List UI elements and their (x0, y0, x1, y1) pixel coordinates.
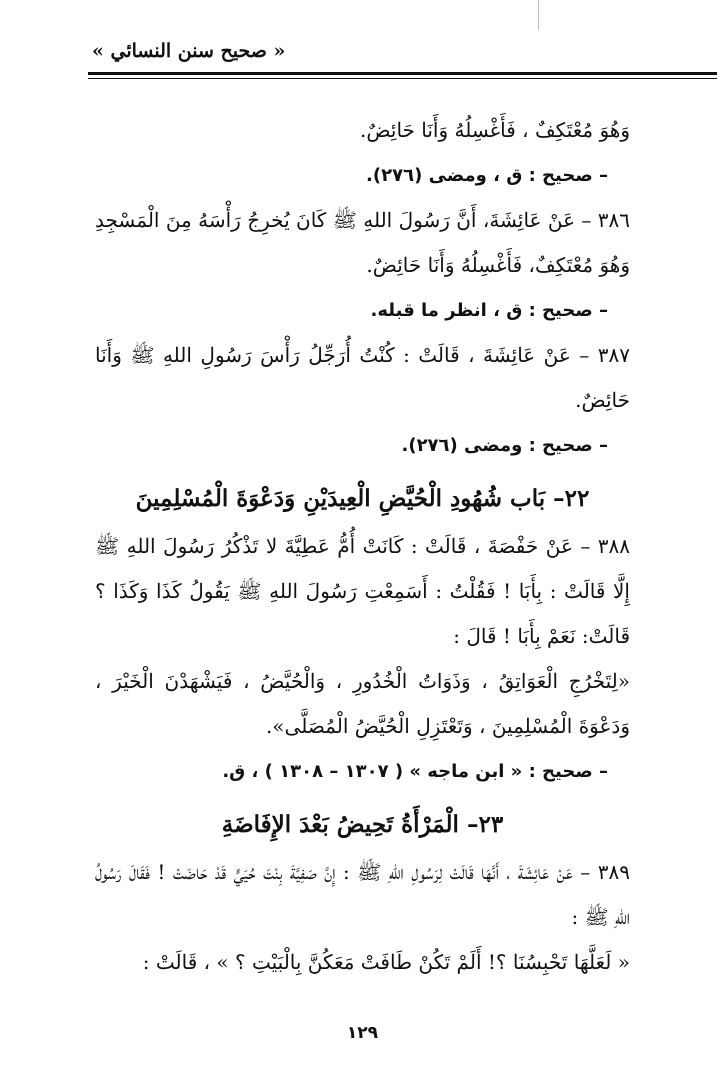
hadith-388-quote: «لِتَخْرُجِ الْعَوَاتِقُ ، وَذَوَاتُ الْخُدُورِ ، وَالْحُيَّضُ ، فَيَشْهَدْنَ الْخَيْرَ ، وَدَعْوَةَ الْمُسْلِمِينَ ، وَتَعْتَزِلِ الْحُيَّضُ الْمُصَلَّى». (95, 669, 630, 738)
page-content (95, 108, 630, 1011)
hadith-387: ٣٨٧ – عَنْ عَائِشَةَ ، قَالَتْ : كُنْتُ أُرَجِّلُ رَأْسَ رَسُولِ اللهِ ﷺ وَأَنَا حَائِضٌ. (95, 343, 630, 412)
hadith-continuation: وَهُوَ مُعْتَكِفٌ ، فَأَغْسِلُهُ وَأَنَا حَائِضٌ. (360, 118, 630, 142)
grading-line: – صحيح : « ابن ماجه » ( ١٣٠٧ – ١٣٠٨ ) ، ق. (222, 761, 608, 782)
grading-line: – صحيح : ق ، انظر ما قبله. (370, 300, 608, 321)
running-header-title: « صحيح سنن النسائي » (92, 40, 286, 62)
chapter-heading-23: ٢٣– الْمَرْأَةُ تَحِيضُ بَعْدَ الإِفَاضَةِ (221, 811, 504, 838)
hadith-389-quote: « لَعَلَّهَا تَحْبِسُنَا ؟! أَلَمْ تَكُنْ طَافَتْ مَعَكُنَّ بِالْبَيْتِ ؟ » ، قَالَتْ : (142, 950, 630, 974)
scan-artifact-line (538, 0, 539, 30)
hadith-388: ٣٨٨ – عَنْ حَفْصَةَ ، قَالَتْ : كَانَتْ أُمُّ عَطِيَّةَ لا تَذْكُرُ رَسُولَ اللهِ ﷺ إِلَّا قَالَتْ : بِأَبَا ! فَقُلْتُ : أَسَمِعْتِ رَسُولَ اللهِ ﷺ يَقُولُ كَذَا وَكَذَا ؟ قَالَتْ: نَعَمْ بِأَبَا ! قَالَ : (95, 534, 630, 648)
header-rule-thick (88, 72, 717, 75)
header-rule-thin (88, 78, 717, 79)
chapter-heading-22: ٢٢– بَاب شُهُودِ الْحُيَّضِ الْعِيدَيْنِ وَدَعْوَةَ الْمُسْلِمِينَ (135, 485, 590, 512)
hadith-386: ٣٨٦ – عَنْ عَائِشَةَ، أَنَّ رَسُولَ اللهِ ﷺ كَانَ يُخرِجُ رَأْسَهُ مِنَ الْمَسْجِدِ وَهُوَ مُعْتَكِفٌ، فَأَغْسِلُهُ وَأَنَا حَائِضٌ. (95, 208, 630, 277)
grading-line: – صحيح : ومضى (٢٧٦). (401, 435, 608, 456)
page-number: ١٢٩ (346, 1023, 379, 1043)
grading-line: – صحيح : ق ، ومضى (٢٧٦). (366, 165, 608, 186)
hadith-389: ٣٨٩ – عَنْ عَائِشَةَ ، أَنَّهَا قَالَتْ لِرَسُولِ اللهِ ﷺ : إِنَّ صَفِيَّةَ بِنْتَ حُيَيٍّ قَدْ حَاضَتْ ! فَقَالَ رَسُولُ اللهِ ﷺ : (95, 860, 630, 929)
